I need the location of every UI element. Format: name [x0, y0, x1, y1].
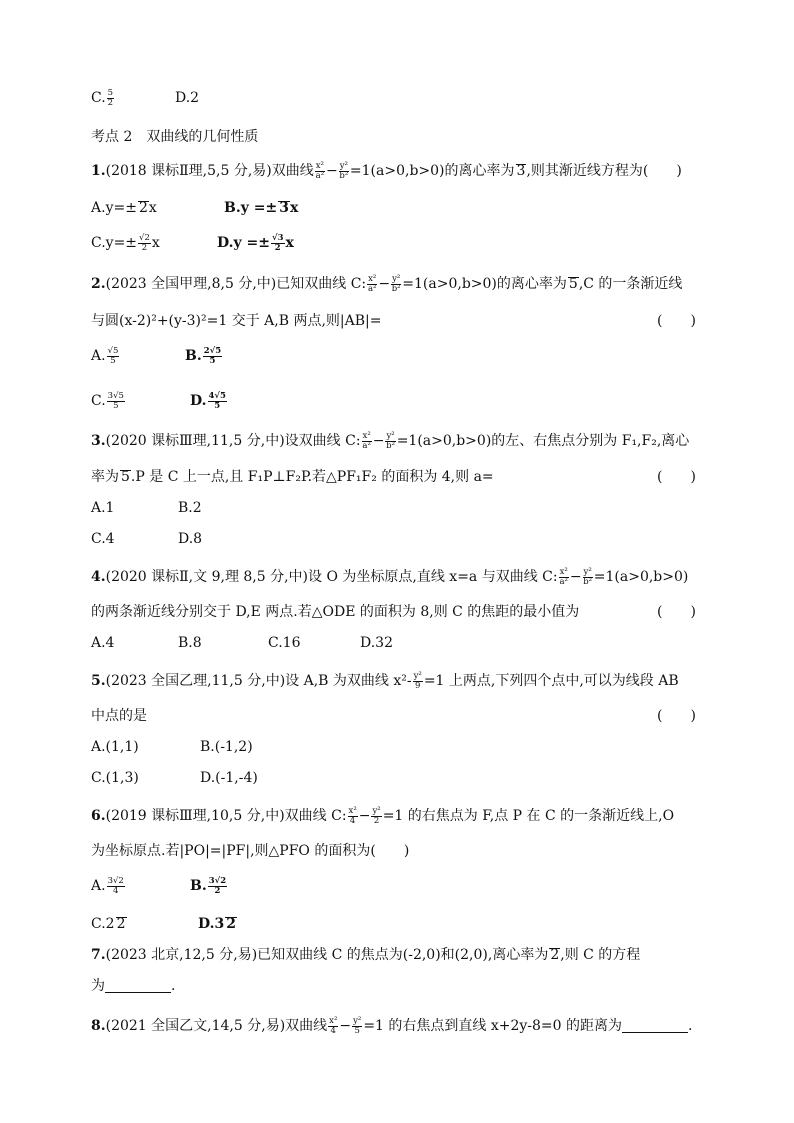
- q5-option-b: B.(-1,2): [200, 739, 253, 755]
- q2-option-c: C. $\frac{3√5}{5}$: [91, 390, 124, 411]
- question-7: 7.(2023 北京,12,5 分,易)已知双曲线 C 的焦点为(-2,0)和(2,0),离心率为 2,则 C 的方程: [91, 947, 641, 963]
- q4-option-a: A.4: [91, 635, 115, 651]
- q3-option-a: A.1: [91, 500, 115, 516]
- q1-option-b: B.y =± 3x: [224, 200, 299, 216]
- q4-option-c: C.16: [268, 635, 301, 651]
- answer-bracket: ( ): [657, 313, 696, 329]
- q6-option-d: D.3 2: [198, 916, 237, 932]
- question-2-line-2: 与圆(x-2)²+(y-3)²=1 交于 A,B 两点,则|AB|=: [91, 313, 382, 329]
- prev-option-d: D.2: [175, 90, 200, 106]
- q1-option-d: D.y =± $\frac{√3}{2}$ x: [217, 232, 294, 253]
- question-4: 4.(2020 课标Ⅱ,文 9,理 8,5 分,中)设 O 为坐标原点,直线 x=a 与双曲线 C: $\frac{\text{x²}}{\text{a²}}$ − $\frac{\text{y²}}{\text{b²}}$ =1(a>0,b>0): [91, 566, 689, 587]
- q5-option-d: D.(-1,-4): [200, 770, 258, 786]
- prev-option-c-label: C.: [91, 90, 106, 106]
- q5-option-c: C.(1,3): [91, 770, 139, 786]
- question-1: 1.(2018 课标Ⅱ理,5,5 分,易)双曲线 $\frac{\text{x²}}{\text{a²}}$ − $\frac{\text{y²}}{\text{b²}}$ =1(a>0,b>0)的离心率为 3,则其渐近线方程为( ): [91, 160, 682, 181]
- prev-options: [91, 88, 115, 108]
- question-3-line-2: 率为 5.P 是 C 上一点,且 F₁P⊥F₂P.若△PF₁F₂ 的面积为 4,则 a=: [91, 469, 494, 485]
- question-4-line-2: 的两条渐近线分别交于 D,E 两点.若△ODE 的面积为 8,则 C 的焦距的最小值为: [91, 604, 580, 620]
- fraction: $\frac{\text{x²}}{\text{a²}}$: [315, 160, 325, 181]
- answer-bracket: ( ): [657, 604, 696, 620]
- q6-option-a: A. $\frac{3√2}{4}$: [91, 875, 124, 896]
- answer-bracket: ( ): [657, 708, 696, 724]
- answer-blank[interactable]: [105, 978, 171, 993]
- q3-option-b: B.2: [178, 500, 202, 516]
- q6-option-c: C.2 2: [91, 916, 126, 932]
- question-3: 3.(2020 课标Ⅲ理,11,5 分,中)设双曲线 C: $\frac{\text{x²}}{\text{a²}}$ − $\frac{\text{y²}}{\text{b²}}$ =1(a>0,b>0)的左、右焦点分别为 F₁,F₂,离心: [91, 430, 690, 451]
- question-7-line-2: 为 .: [91, 978, 176, 994]
- answer-blank[interactable]: [622, 1018, 688, 1033]
- question-8: 8.(2021 全国乙文,14,5 分,易)双曲线 $\frac{\text{x²}}{4}$ − $\frac{\text{y²}}{5}$ =1 的右焦点到直线 x+2y-8=0 的距离为 .: [91, 1015, 693, 1036]
- q2-option-a: A. $\frac{√5}{5}$: [91, 345, 119, 366]
- question-5-line-2: 中点的是: [91, 708, 147, 724]
- question-2: 2.(2023 全国甲理,8,5 分,中)已知双曲线 C: $\frac{\text{x²}}{\text{a²}}$ − $\frac{\text{y²}}{\text{b²}}$ =1(a>0,b>0)的离心率为 5,C 的一条渐近线: [91, 273, 683, 294]
- answer-bracket: ( ): [657, 469, 696, 485]
- question-6: 6.(2019 课标Ⅲ理,10,5 分,中)双曲线 C: $\frac{\text{x²}}{4}$ − $\frac{\text{y²}}{2}$ =1 的右焦点为 F,点 P 在 C 的一条渐近线上,O: [91, 805, 675, 826]
- fraction: $\frac{\text{y²}}{\text{b²}}$: [339, 160, 349, 181]
- fraction: $\frac{5}{2}$: [107, 87, 114, 108]
- section-heading: 考点 2 双曲线的几何性质: [91, 129, 259, 145]
- question-5: 5.(2023 全国乙理,11,5 分,中)设 A,B 为双曲线 x²- $\frac{\text{y²}}{9}$ =1 上两点,下列四个点中,可以为线段 AB: [91, 670, 679, 691]
- q4-option-b: B.8: [178, 635, 202, 651]
- q5-option-a: A.(1,1): [91, 739, 139, 755]
- q3-option-c: C.4: [91, 531, 115, 547]
- question-6-line-2: 为坐标原点.若|PO|=|PF|,则△PFO 的面积为( ): [91, 843, 410, 859]
- q6-option-b: B. $\frac{3√2}{2}$: [190, 875, 227, 896]
- q2-option-d: D. $\frac{4√5}{5}$: [190, 390, 226, 411]
- q2-option-b: B. $\frac{2√5}{5}$: [185, 345, 222, 366]
- q1-option-c: C.y=± $\frac{√2}{2}$ x: [91, 232, 160, 253]
- sqrt-3: 3: [516, 163, 526, 179]
- q1-option-a: A.y=± 2x: [91, 200, 157, 216]
- q4-option-d: D.32: [360, 635, 393, 651]
- q3-option-d: D.8: [178, 531, 203, 547]
